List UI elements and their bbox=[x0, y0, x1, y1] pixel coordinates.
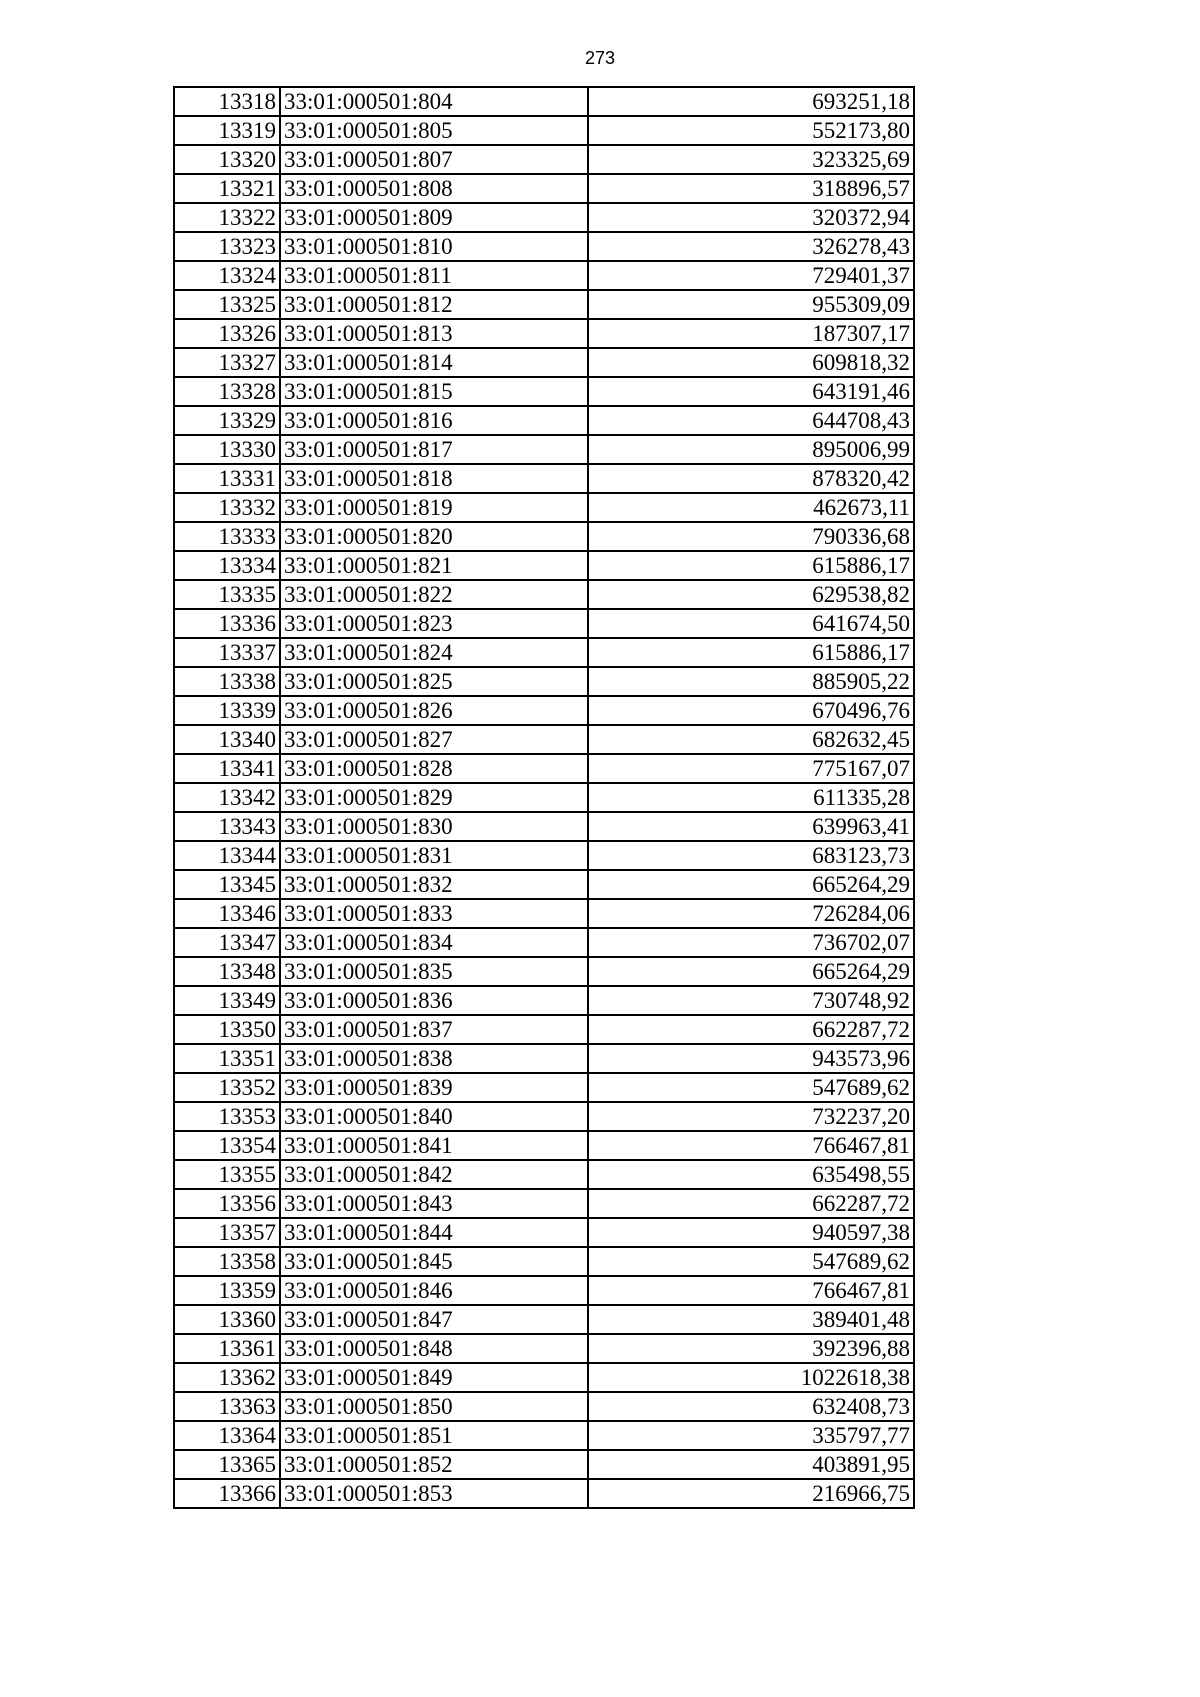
table-row bbox=[174, 116, 914, 145]
cadastral-value-cell: 318896,57 bbox=[588, 174, 914, 203]
cadastral-number-cell: 33:01:000501:812 bbox=[280, 290, 588, 319]
cadastral-number-cell: 33:01:000501:837 bbox=[280, 1015, 588, 1044]
cadastral-value-cell: 693251,18 bbox=[588, 87, 914, 116]
cadastral-value-cell: 729401,37 bbox=[588, 261, 914, 290]
table-row bbox=[174, 957, 914, 986]
cadastral-number-cell: 33:01:000501:825 bbox=[280, 667, 588, 696]
cadastral-number-cell: 33:01:000501:838 bbox=[280, 1044, 588, 1073]
cadastral-value-cell: 895006,99 bbox=[588, 435, 914, 464]
row-number-cell: 13354 bbox=[174, 1131, 280, 1160]
cadastral-number-cell: 33:01:000501:830 bbox=[280, 812, 588, 841]
row-number-cell: 13341 bbox=[174, 754, 280, 783]
table-row bbox=[174, 1305, 914, 1334]
cadastral-number-cell: 33:01:000501:826 bbox=[280, 696, 588, 725]
row-number-cell: 13359 bbox=[174, 1276, 280, 1305]
row-number-cell: 13348 bbox=[174, 957, 280, 986]
cadastral-value-cell: 632408,73 bbox=[588, 1392, 914, 1421]
row-number-cell: 13353 bbox=[174, 1102, 280, 1131]
cadastral-value-cell: 547689,62 bbox=[588, 1247, 914, 1276]
cadastral-number-cell: 33:01:000501:811 bbox=[280, 261, 588, 290]
cadastral-number-cell: 33:01:000501:817 bbox=[280, 435, 588, 464]
row-number-cell: 13336 bbox=[174, 609, 280, 638]
table-row bbox=[174, 638, 914, 667]
cadastral-value-cell: 885905,22 bbox=[588, 667, 914, 696]
row-number-cell: 13355 bbox=[174, 1160, 280, 1189]
cadastral-value-cell: 662287,72 bbox=[588, 1015, 914, 1044]
cadastral-value-cell: 326278,43 bbox=[588, 232, 914, 261]
cadastral-value-cell: 682632,45 bbox=[588, 725, 914, 754]
cadastral-number-cell: 33:01:000501:804 bbox=[280, 87, 588, 116]
cadastral-value-cell: 940597,38 bbox=[588, 1218, 914, 1247]
cadastral-value-cell: 775167,07 bbox=[588, 754, 914, 783]
cadastral-number-cell: 33:01:000501:849 bbox=[280, 1363, 588, 1392]
table-row bbox=[174, 1392, 914, 1421]
cadastral-number-cell: 33:01:000501:844 bbox=[280, 1218, 588, 1247]
table-row bbox=[174, 812, 914, 841]
cadastral-value-cell: 641674,50 bbox=[588, 609, 914, 638]
cadastral-value-cell: 187307,17 bbox=[588, 319, 914, 348]
table-row bbox=[174, 290, 914, 319]
cadastral-number-cell: 33:01:000501:852 bbox=[280, 1450, 588, 1479]
table-row bbox=[174, 232, 914, 261]
cadastral-number-cell: 33:01:000501:827 bbox=[280, 725, 588, 754]
table-row bbox=[174, 1073, 914, 1102]
table-row bbox=[174, 406, 914, 435]
row-number-cell: 13362 bbox=[174, 1363, 280, 1392]
table-row bbox=[174, 1189, 914, 1218]
page-number: 273 bbox=[584, 48, 616, 68]
cadastral-value-cell: 629538,82 bbox=[588, 580, 914, 609]
table-row bbox=[174, 986, 914, 1015]
table-row bbox=[174, 725, 914, 754]
cadastral-value-cell: 462673,11 bbox=[588, 493, 914, 522]
row-number-cell: 13347 bbox=[174, 928, 280, 957]
table-row bbox=[174, 319, 914, 348]
row-number-cell: 13356 bbox=[174, 1189, 280, 1218]
cadastral-value-cell: 726284,06 bbox=[588, 899, 914, 928]
row-number-cell: 13320 bbox=[174, 145, 280, 174]
row-number-cell: 13322 bbox=[174, 203, 280, 232]
row-number-cell: 13361 bbox=[174, 1334, 280, 1363]
cadastral-value-cell: 547689,62 bbox=[588, 1073, 914, 1102]
table-row bbox=[174, 870, 914, 899]
row-number-cell: 13365 bbox=[174, 1450, 280, 1479]
table-row bbox=[174, 522, 914, 551]
cadastral-value-cell: 662287,72 bbox=[588, 1189, 914, 1218]
row-number-cell: 13351 bbox=[174, 1044, 280, 1073]
cadastral-value-cell: 635498,55 bbox=[588, 1160, 914, 1189]
cadastral-value-cell: 683123,73 bbox=[588, 841, 914, 870]
table-row bbox=[174, 696, 914, 725]
table-row bbox=[174, 1160, 914, 1189]
cadastral-value-cell: 323325,69 bbox=[588, 145, 914, 174]
table-row bbox=[174, 1218, 914, 1247]
cadastral-value-cell: 392396,88 bbox=[588, 1334, 914, 1363]
table-body bbox=[174, 87, 914, 1508]
cadastral-number-cell: 33:01:000501:835 bbox=[280, 957, 588, 986]
cadastral-number-cell: 33:01:000501:848 bbox=[280, 1334, 588, 1363]
row-number-cell: 13338 bbox=[174, 667, 280, 696]
cadastral-number-cell: 33:01:000501:823 bbox=[280, 609, 588, 638]
cadastral-value-cell: 389401,48 bbox=[588, 1305, 914, 1334]
row-number-cell: 13325 bbox=[174, 290, 280, 319]
row-number-cell: 13337 bbox=[174, 638, 280, 667]
table-row bbox=[174, 667, 914, 696]
cadastral-number-cell: 33:01:000501:810 bbox=[280, 232, 588, 261]
cadastral-number-cell: 33:01:000501:807 bbox=[280, 145, 588, 174]
table-row bbox=[174, 551, 914, 580]
cadastral-number-cell: 33:01:000501:833 bbox=[280, 899, 588, 928]
cadastral-number-cell: 33:01:000501:850 bbox=[280, 1392, 588, 1421]
cadastral-value-cell: 665264,29 bbox=[588, 870, 914, 899]
row-number-cell: 13344 bbox=[174, 841, 280, 870]
cadastral-value-cell: 643191,46 bbox=[588, 377, 914, 406]
row-number-cell: 13324 bbox=[174, 261, 280, 290]
cadastral-number-cell: 33:01:000501:808 bbox=[280, 174, 588, 203]
cadastral-number-cell: 33:01:000501:836 bbox=[280, 986, 588, 1015]
table-row bbox=[174, 203, 914, 232]
row-number-cell: 13364 bbox=[174, 1421, 280, 1450]
table-row bbox=[174, 841, 914, 870]
row-number-cell: 13339 bbox=[174, 696, 280, 725]
row-number-cell: 13327 bbox=[174, 348, 280, 377]
table-row bbox=[174, 261, 914, 290]
cadastral-value-cell: 615886,17 bbox=[588, 551, 914, 580]
cadastral-value-cell: 335797,77 bbox=[588, 1421, 914, 1450]
cadastral-value-cell: 943573,96 bbox=[588, 1044, 914, 1073]
cadastral-number-cell: 33:01:000501:822 bbox=[280, 580, 588, 609]
cadastral-value-cell: 639963,41 bbox=[588, 812, 914, 841]
cadastral-number-cell: 33:01:000501:814 bbox=[280, 348, 588, 377]
cadastral-value-cell: 609818,32 bbox=[588, 348, 914, 377]
cadastral-value-cell: 790336,68 bbox=[588, 522, 914, 551]
cadastral-number-cell: 33:01:000501:813 bbox=[280, 319, 588, 348]
cadastral-number-cell: 33:01:000501:815 bbox=[280, 377, 588, 406]
cadastral-value-cell: 216966,75 bbox=[588, 1479, 914, 1508]
row-number-cell: 13323 bbox=[174, 232, 280, 261]
cadastral-value-cell: 878320,42 bbox=[588, 464, 914, 493]
table-row bbox=[174, 1015, 914, 1044]
cadastral-value-cell: 320372,94 bbox=[588, 203, 914, 232]
cadastral-value-table bbox=[173, 86, 915, 1509]
row-number-cell: 13331 bbox=[174, 464, 280, 493]
row-number-cell: 13358 bbox=[174, 1247, 280, 1276]
table-row bbox=[174, 754, 914, 783]
row-number-cell: 13340 bbox=[174, 725, 280, 754]
cadastral-value-cell: 955309,09 bbox=[588, 290, 914, 319]
cadastral-value-cell: 552173,80 bbox=[588, 116, 914, 145]
cadastral-number-cell: 33:01:000501:841 bbox=[280, 1131, 588, 1160]
row-number-cell: 13333 bbox=[174, 522, 280, 551]
row-number-cell: 13357 bbox=[174, 1218, 280, 1247]
row-number-cell: 13321 bbox=[174, 174, 280, 203]
cadastral-number-cell: 33:01:000501:853 bbox=[280, 1479, 588, 1508]
table-row bbox=[174, 1363, 914, 1392]
row-number-cell: 13334 bbox=[174, 551, 280, 580]
table-row bbox=[174, 1276, 914, 1305]
cadastral-value-cell: 665264,29 bbox=[588, 957, 914, 986]
table-row bbox=[174, 145, 914, 174]
row-number-cell: 13342 bbox=[174, 783, 280, 812]
row-number-cell: 13330 bbox=[174, 435, 280, 464]
cadastral-number-cell: 33:01:000501:832 bbox=[280, 870, 588, 899]
cadastral-number-cell: 33:01:000501:816 bbox=[280, 406, 588, 435]
row-number-cell: 13332 bbox=[174, 493, 280, 522]
cadastral-number-cell: 33:01:000501:828 bbox=[280, 754, 588, 783]
cadastral-number-cell: 33:01:000501:820 bbox=[280, 522, 588, 551]
cadastral-value-cell: 403891,95 bbox=[588, 1450, 914, 1479]
cadastral-number-cell: 33:01:000501:851 bbox=[280, 1421, 588, 1450]
row-number-cell: 13363 bbox=[174, 1392, 280, 1421]
row-number-cell: 13352 bbox=[174, 1073, 280, 1102]
cadastral-number-cell: 33:01:000501:840 bbox=[280, 1102, 588, 1131]
cadastral-number-cell: 33:01:000501:846 bbox=[280, 1276, 588, 1305]
cadastral-value-cell: 766467,81 bbox=[588, 1276, 914, 1305]
row-number-cell: 13346 bbox=[174, 899, 280, 928]
table-row bbox=[174, 1479, 914, 1508]
cadastral-value-cell: 736702,07 bbox=[588, 928, 914, 957]
row-number-cell: 13366 bbox=[174, 1479, 280, 1508]
table-row bbox=[174, 87, 914, 116]
cadastral-value-cell: 611335,28 bbox=[588, 783, 914, 812]
table-row bbox=[174, 1334, 914, 1363]
row-number-cell: 13328 bbox=[174, 377, 280, 406]
row-number-cell: 13318 bbox=[174, 87, 280, 116]
cadastral-number-cell: 33:01:000501:818 bbox=[280, 464, 588, 493]
row-number-cell: 13335 bbox=[174, 580, 280, 609]
table-row bbox=[174, 1450, 914, 1479]
row-number-cell: 13326 bbox=[174, 319, 280, 348]
row-number-cell: 13329 bbox=[174, 406, 280, 435]
row-number-cell: 13350 bbox=[174, 1015, 280, 1044]
table-row bbox=[174, 928, 914, 957]
cadastral-value-cell: 730748,92 bbox=[588, 986, 914, 1015]
table-row bbox=[174, 174, 914, 203]
cadastral-value-cell: 644708,43 bbox=[588, 406, 914, 435]
cadastral-number-cell: 33:01:000501:819 bbox=[280, 493, 588, 522]
table-row bbox=[174, 1131, 914, 1160]
cadastral-value-cell: 670496,76 bbox=[588, 696, 914, 725]
cadastral-value-cell: 732237,20 bbox=[588, 1102, 914, 1131]
table-row bbox=[174, 899, 914, 928]
cadastral-number-cell: 33:01:000501:805 bbox=[280, 116, 588, 145]
row-number-cell: 13345 bbox=[174, 870, 280, 899]
cadastral-number-cell: 33:01:000501:809 bbox=[280, 203, 588, 232]
cadastral-number-cell: 33:01:000501:824 bbox=[280, 638, 588, 667]
table-row bbox=[174, 435, 914, 464]
table-row bbox=[174, 1102, 914, 1131]
table-row bbox=[174, 493, 914, 522]
cadastral-number-cell: 33:01:000501:847 bbox=[280, 1305, 588, 1334]
cadastral-number-cell: 33:01:000501:845 bbox=[280, 1247, 588, 1276]
table-row bbox=[174, 580, 914, 609]
table-row bbox=[174, 1247, 914, 1276]
cadastral-number-cell: 33:01:000501:821 bbox=[280, 551, 588, 580]
cadastral-value-cell: 766467,81 bbox=[588, 1131, 914, 1160]
table-row bbox=[174, 348, 914, 377]
row-number-cell: 13349 bbox=[174, 986, 280, 1015]
row-number-cell: 13343 bbox=[174, 812, 280, 841]
row-number-cell: 13360 bbox=[174, 1305, 280, 1334]
table-row bbox=[174, 464, 914, 493]
cadastral-number-cell: 33:01:000501:829 bbox=[280, 783, 588, 812]
cadastral-number-cell: 33:01:000501:843 bbox=[280, 1189, 588, 1218]
cadastral-number-cell: 33:01:000501:831 bbox=[280, 841, 588, 870]
table-row bbox=[174, 1044, 914, 1073]
cadastral-number-cell: 33:01:000501:839 bbox=[280, 1073, 588, 1102]
table-row bbox=[174, 609, 914, 638]
cadastral-value-cell: 1022618,38 bbox=[588, 1363, 914, 1392]
cadastral-number-cell: 33:01:000501:842 bbox=[280, 1160, 588, 1189]
table-row bbox=[174, 1421, 914, 1450]
table-row bbox=[174, 783, 914, 812]
cadastral-number-cell: 33:01:000501:834 bbox=[280, 928, 588, 957]
row-number-cell: 13319 bbox=[174, 116, 280, 145]
cadastral-value-cell: 615886,17 bbox=[588, 638, 914, 667]
table-row bbox=[174, 377, 914, 406]
